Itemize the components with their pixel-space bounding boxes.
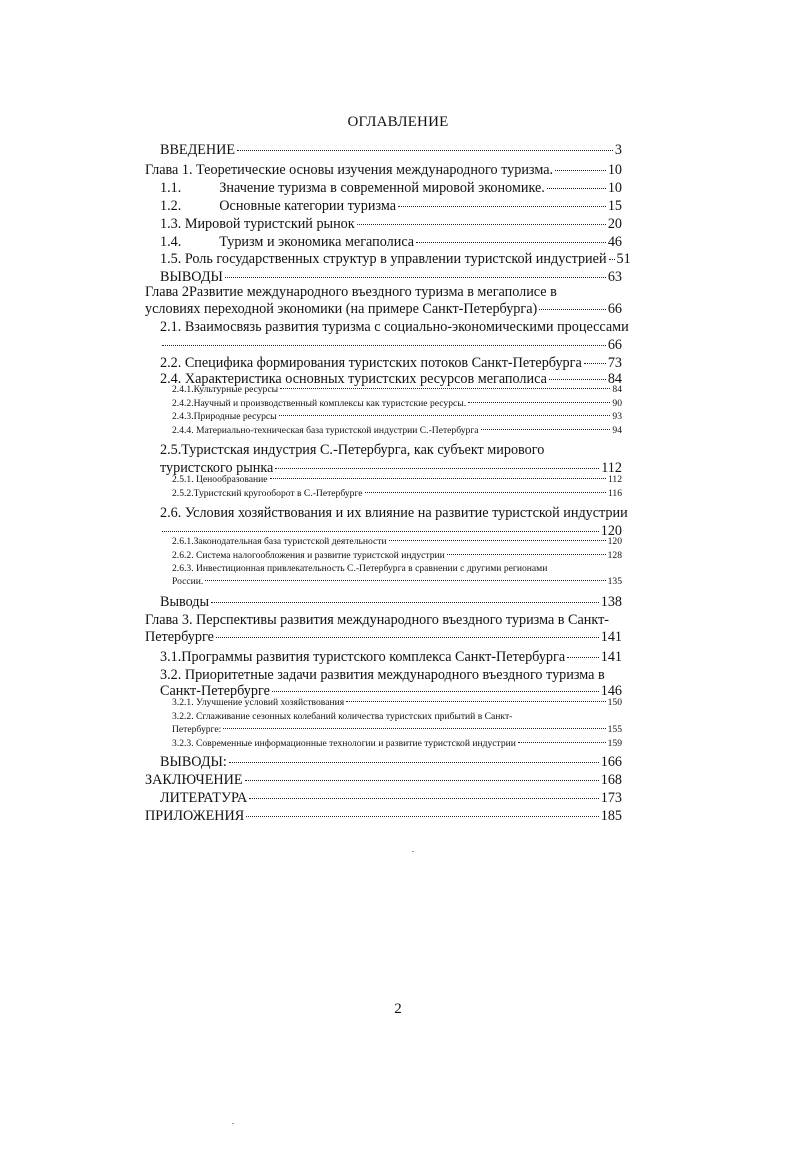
toc-entry-title: Глава 1. Теоретические основы изучения международного туризма. [145, 162, 554, 178]
dot-leader [547, 188, 606, 189]
toc-entry[interactable] [172, 399, 622, 409]
toc-entry-label [172, 412, 277, 422]
toc-entry-title: 2.1. Взаимосвязь развития туризма с социально-экономическими процессами [160, 319, 629, 335]
toc-entry-label [160, 252, 607, 266]
toc-entry[interactable] [160, 356, 622, 370]
dot-leader [225, 277, 606, 278]
toc-entry-title: Развитие международного въездного туризма в мегаполисе в [188, 284, 557, 300]
toc-entry[interactable] [172, 412, 622, 422]
toc-entry-page: 128 [607, 550, 622, 561]
dot-leader [245, 780, 599, 781]
toc-entry[interactable] [172, 489, 622, 499]
dot-leader [549, 379, 606, 380]
toc-entry[interactable] [145, 302, 622, 316]
toc-entry-page: 93 [612, 411, 622, 422]
toc-entry-page: 90 [612, 398, 622, 409]
toc-entry-label [160, 356, 582, 370]
toc-entry-page: 168 [600, 772, 622, 788]
toc-entry[interactable] [160, 181, 622, 195]
toc-entry-title: 2.5.2.Туристский кругооборот в С.-Петербурге [172, 488, 363, 499]
toc-entry[interactable] [160, 650, 622, 664]
toc-entry-page: 51 [616, 251, 631, 267]
toc-entry-page: 141 [600, 649, 622, 665]
toc-entry-page: 173 [600, 790, 622, 806]
dot-leader [205, 580, 605, 581]
scan-speck [232, 1123, 234, 1124]
toc-entry-page: 135 [607, 576, 622, 587]
dot-leader [398, 206, 606, 207]
toc-entry-page: 150 [607, 697, 622, 708]
toc-entry[interactable] [172, 426, 622, 436]
toc-entry-label [172, 711, 512, 722]
toc-entry-title: 3.2. Приоритетные задачи развития международного въездного туризма в [160, 667, 605, 683]
toc-entry-label [160, 181, 545, 195]
toc-entry-title: 2.4.4. Материально-техническая база туристской индустрии С.-Петербурга [172, 425, 479, 436]
toc-entry-title: 2.4. Характеристика основных туристских ресурсов мегаполиса [160, 371, 547, 387]
toc-entry-title: 2.5.1. Ценообразование [172, 474, 268, 485]
dot-leader [365, 492, 606, 493]
toc-entry-title: 3.1.Программы развития туристского комплекса Санкт-Петербурга [160, 649, 566, 665]
toc-entry-label [160, 650, 565, 664]
toc-entry-page: 3 [614, 142, 622, 158]
dot-leader [567, 657, 599, 658]
toc-entry-label [172, 385, 278, 395]
dot-leader [609, 259, 615, 260]
toc-entry-page: 138 [600, 594, 622, 610]
toc-entry[interactable] [172, 698, 622, 708]
toc-entry[interactable] [145, 630, 622, 644]
dot-leader [229, 762, 599, 763]
dot-leader [223, 728, 605, 729]
toc-entry-title: 2.6.3. Инвестиционная привлекательность С.-Петербурга в сравнении с другими регионами [172, 563, 548, 574]
toc-entry-label [160, 319, 629, 335]
dot-leader [211, 602, 599, 603]
toc-entry[interactable] [145, 613, 609, 627]
toc-entry-label [145, 302, 537, 316]
toc-entry-title: 1.5. Роль государственных структур в управлении туристской индустрией [160, 251, 607, 267]
toc-entry[interactable] [145, 809, 622, 823]
toc-entry-label [172, 698, 344, 708]
toc-entry-label [172, 563, 547, 574]
toc-entry-title: 2.6. Условия хозяйствования и их влияние на развитие туристской индустрии [160, 505, 628, 521]
dot-leader [249, 798, 598, 799]
toc-entry-page: 66 [607, 301, 622, 317]
toc-entry[interactable] [160, 791, 622, 805]
toc-entry-page: 10 [607, 162, 622, 178]
toc-entry-number: 2.5. [160, 442, 182, 458]
dot-leader [162, 531, 599, 532]
toc-entry[interactable] [172, 725, 622, 735]
toc-entry-label [160, 235, 414, 249]
toc-entry-page: 66 [607, 337, 622, 353]
toc-entry-title: ПРИЛОЖЕНИЯ [145, 808, 245, 824]
dot-leader [237, 150, 613, 151]
toc-entry[interactable] [160, 755, 622, 769]
toc-entry[interactable] [172, 577, 622, 587]
page-title: ОГЛАВЛЕНИЕ [347, 114, 449, 130]
toc-entry-page: 120 [600, 523, 622, 539]
toc-entry-title: 2.4.3.Природные ресурсы [172, 411, 277, 422]
toc-entry-page: 112 [601, 460, 622, 476]
toc-entry[interactable] [172, 712, 512, 722]
toc-entry-page: 84 [612, 384, 622, 395]
toc-entry-title: ВЫВОДЫ [160, 269, 223, 285]
toc-entry[interactable] [160, 143, 622, 157]
toc-entry[interactable] [172, 739, 622, 749]
toc-entry-title: 1.3. Мировой туристский рынок [160, 216, 355, 232]
toc-entry-label [172, 551, 445, 561]
toc-entry-title: 2.4.1.Культурные ресурсы [172, 384, 279, 395]
toc-entry[interactable] [160, 443, 544, 457]
toc-entry-label [172, 426, 479, 436]
toc-entry-page: 166 [600, 754, 622, 770]
toc-entry-label [145, 773, 243, 787]
toc-entry-title: ЛИТЕРАТУРА [160, 790, 248, 806]
toc-entry-page: 146 [600, 683, 622, 699]
toc-entry-title: Основные категории туризма [219, 198, 397, 214]
toc-entry-title: 2.6.1.Законодательная база туристской деятельности [172, 536, 387, 547]
toc-entry-title: Значение туризма в современной мировой экономике. [219, 180, 545, 196]
toc-entry-title: России. [172, 576, 204, 587]
toc-entry-page: 15 [607, 198, 622, 214]
toc-entry-page: 141 [600, 629, 622, 645]
toc-entry-label [145, 630, 214, 644]
toc-entry[interactable] [160, 251, 631, 267]
dot-leader [584, 363, 606, 364]
toc-entry-page: 20 [607, 216, 622, 232]
toc-entry-page: 155 [607, 724, 622, 735]
toc-entry-label [172, 489, 363, 499]
toc-entry[interactable] [145, 773, 622, 787]
dot-leader [518, 742, 606, 743]
toc-entry-title: 3.2.2. Сглаживание сезонных колебаний количества туристских прибытий в Санкт- [172, 711, 513, 722]
toc-entry-label [160, 270, 223, 284]
toc-entry-title: условиях переходной экономики (на примере Санкт-Петербурга) [145, 301, 538, 317]
toc-entry-label [145, 163, 553, 177]
toc-entry-label [160, 667, 605, 683]
toc-entry-page: 112 [607, 474, 622, 485]
toc-entry-title: Глава 3. Перспективы развития международного въездного туризма в Санкт- [145, 612, 610, 628]
toc-entry-page: 10 [607, 180, 622, 196]
toc-entry-page: 84 [607, 371, 622, 387]
toc-entry-label [160, 595, 209, 609]
toc-entry-title: Санкт-Петербурге [160, 683, 270, 699]
toc-entry-number: 1.4. [160, 234, 182, 250]
toc-entry-title: Петербурге: [172, 724, 222, 735]
toc-entry[interactable] [172, 537, 622, 547]
toc-entry[interactable] [160, 235, 622, 249]
toc-entry-label [172, 537, 387, 547]
toc-entry[interactable] [160, 338, 622, 352]
toc-entry-number: Глава 2 [145, 284, 189, 300]
dot-leader [162, 345, 606, 346]
toc-entry-label [145, 612, 609, 628]
dot-leader [555, 170, 606, 171]
toc-entry-page: 94 [612, 425, 622, 436]
toc-entry-title: 2.4.2.Научный и производственный комплексы как туристские ресурсы. [172, 398, 467, 409]
toc-entry-label [145, 809, 244, 823]
toc-entry-title: Туризм и экономика мегаполиса [219, 234, 415, 250]
toc-entry[interactable] [172, 564, 547, 574]
dot-leader [357, 224, 606, 225]
toc-entry[interactable] [145, 285, 557, 299]
dot-leader [389, 540, 606, 541]
toc-entry-label [172, 399, 466, 409]
toc-entry[interactable] [160, 270, 622, 284]
toc-entry[interactable] [160, 320, 629, 334]
dot-leader [279, 415, 611, 416]
dot-leader [216, 637, 599, 638]
toc-entry-title: 3.2.3. Современные информационные технологии и развитие туристской индустрии [172, 738, 516, 749]
toc-entry-page: 159 [607, 738, 622, 749]
toc-entry-label [160, 217, 355, 231]
dot-leader [280, 388, 610, 389]
toc-entry[interactable] [160, 217, 622, 231]
toc-entry[interactable] [145, 163, 622, 177]
toc-entry-title: ВВЕДЕНИЕ [160, 142, 236, 158]
toc-entry-label [172, 577, 203, 587]
toc-entry-label [160, 791, 247, 805]
dot-leader [346, 701, 605, 702]
toc-entry-page: 73 [607, 355, 622, 371]
toc-entry-title: ВЫВОДЫ: [160, 754, 227, 770]
page-number: 2 [394, 1001, 402, 1017]
dot-leader [270, 478, 606, 479]
toc-entry-label [160, 755, 227, 769]
toc-entry-title: Петербурге [145, 629, 214, 645]
dot-leader [416, 242, 606, 243]
toc-entry-label [145, 284, 557, 300]
toc-entry-page: 120 [607, 536, 622, 547]
toc-entry[interactable] [160, 595, 622, 609]
toc-entry-label [160, 505, 628, 521]
toc-entry[interactable] [160, 506, 628, 520]
toc-entry-page: 185 [600, 808, 622, 824]
toc-entry-title: 2.2. Специфика формирования туристских потоков Санкт-Петербурга [160, 355, 582, 371]
toc-entry[interactable] [172, 551, 622, 561]
toc-entry-page: 46 [607, 234, 622, 250]
toc-entry-page: 116 [607, 488, 622, 499]
toc-entry-label [160, 199, 396, 213]
toc-entry-title: туристского рынка [160, 460, 274, 476]
dot-leader [275, 468, 599, 469]
dot-leader [272, 691, 599, 692]
dot-leader [481, 429, 611, 430]
dot-leader [246, 816, 598, 817]
dot-leader [468, 402, 610, 403]
toc-entry-number: 1.2. [160, 198, 182, 214]
toc-entry[interactable] [160, 199, 622, 213]
dot-leader [539, 309, 606, 310]
toc-entry-label [172, 725, 221, 735]
toc-entry-title: 3.2.1. Улучшение условий хозяйствования [172, 697, 345, 708]
scan-speck [412, 851, 414, 852]
toc-entry-label [172, 739, 516, 749]
toc-entry-label [160, 442, 544, 458]
toc-entry-title: ЗАКЛЮЧЕНИЕ [145, 772, 243, 788]
toc-entry-title: Выводы [160, 594, 210, 610]
toc-entry-title: Туристская индустрия С.-Петербурга, как субъект мирового [181, 442, 545, 458]
toc-entry-page: 63 [607, 269, 622, 285]
toc-entry-label [160, 143, 235, 157]
toc-entry[interactable] [172, 385, 622, 395]
toc-entry-title: 2.6.2. Система налогообложения и развитие туристской индустрии [172, 550, 445, 561]
dot-leader [447, 554, 606, 555]
toc-entry-label [172, 475, 268, 485]
toc-entry-number: 1.1. [160, 180, 182, 196]
toc-entry[interactable] [160, 668, 605, 682]
toc-entry[interactable] [172, 475, 622, 485]
